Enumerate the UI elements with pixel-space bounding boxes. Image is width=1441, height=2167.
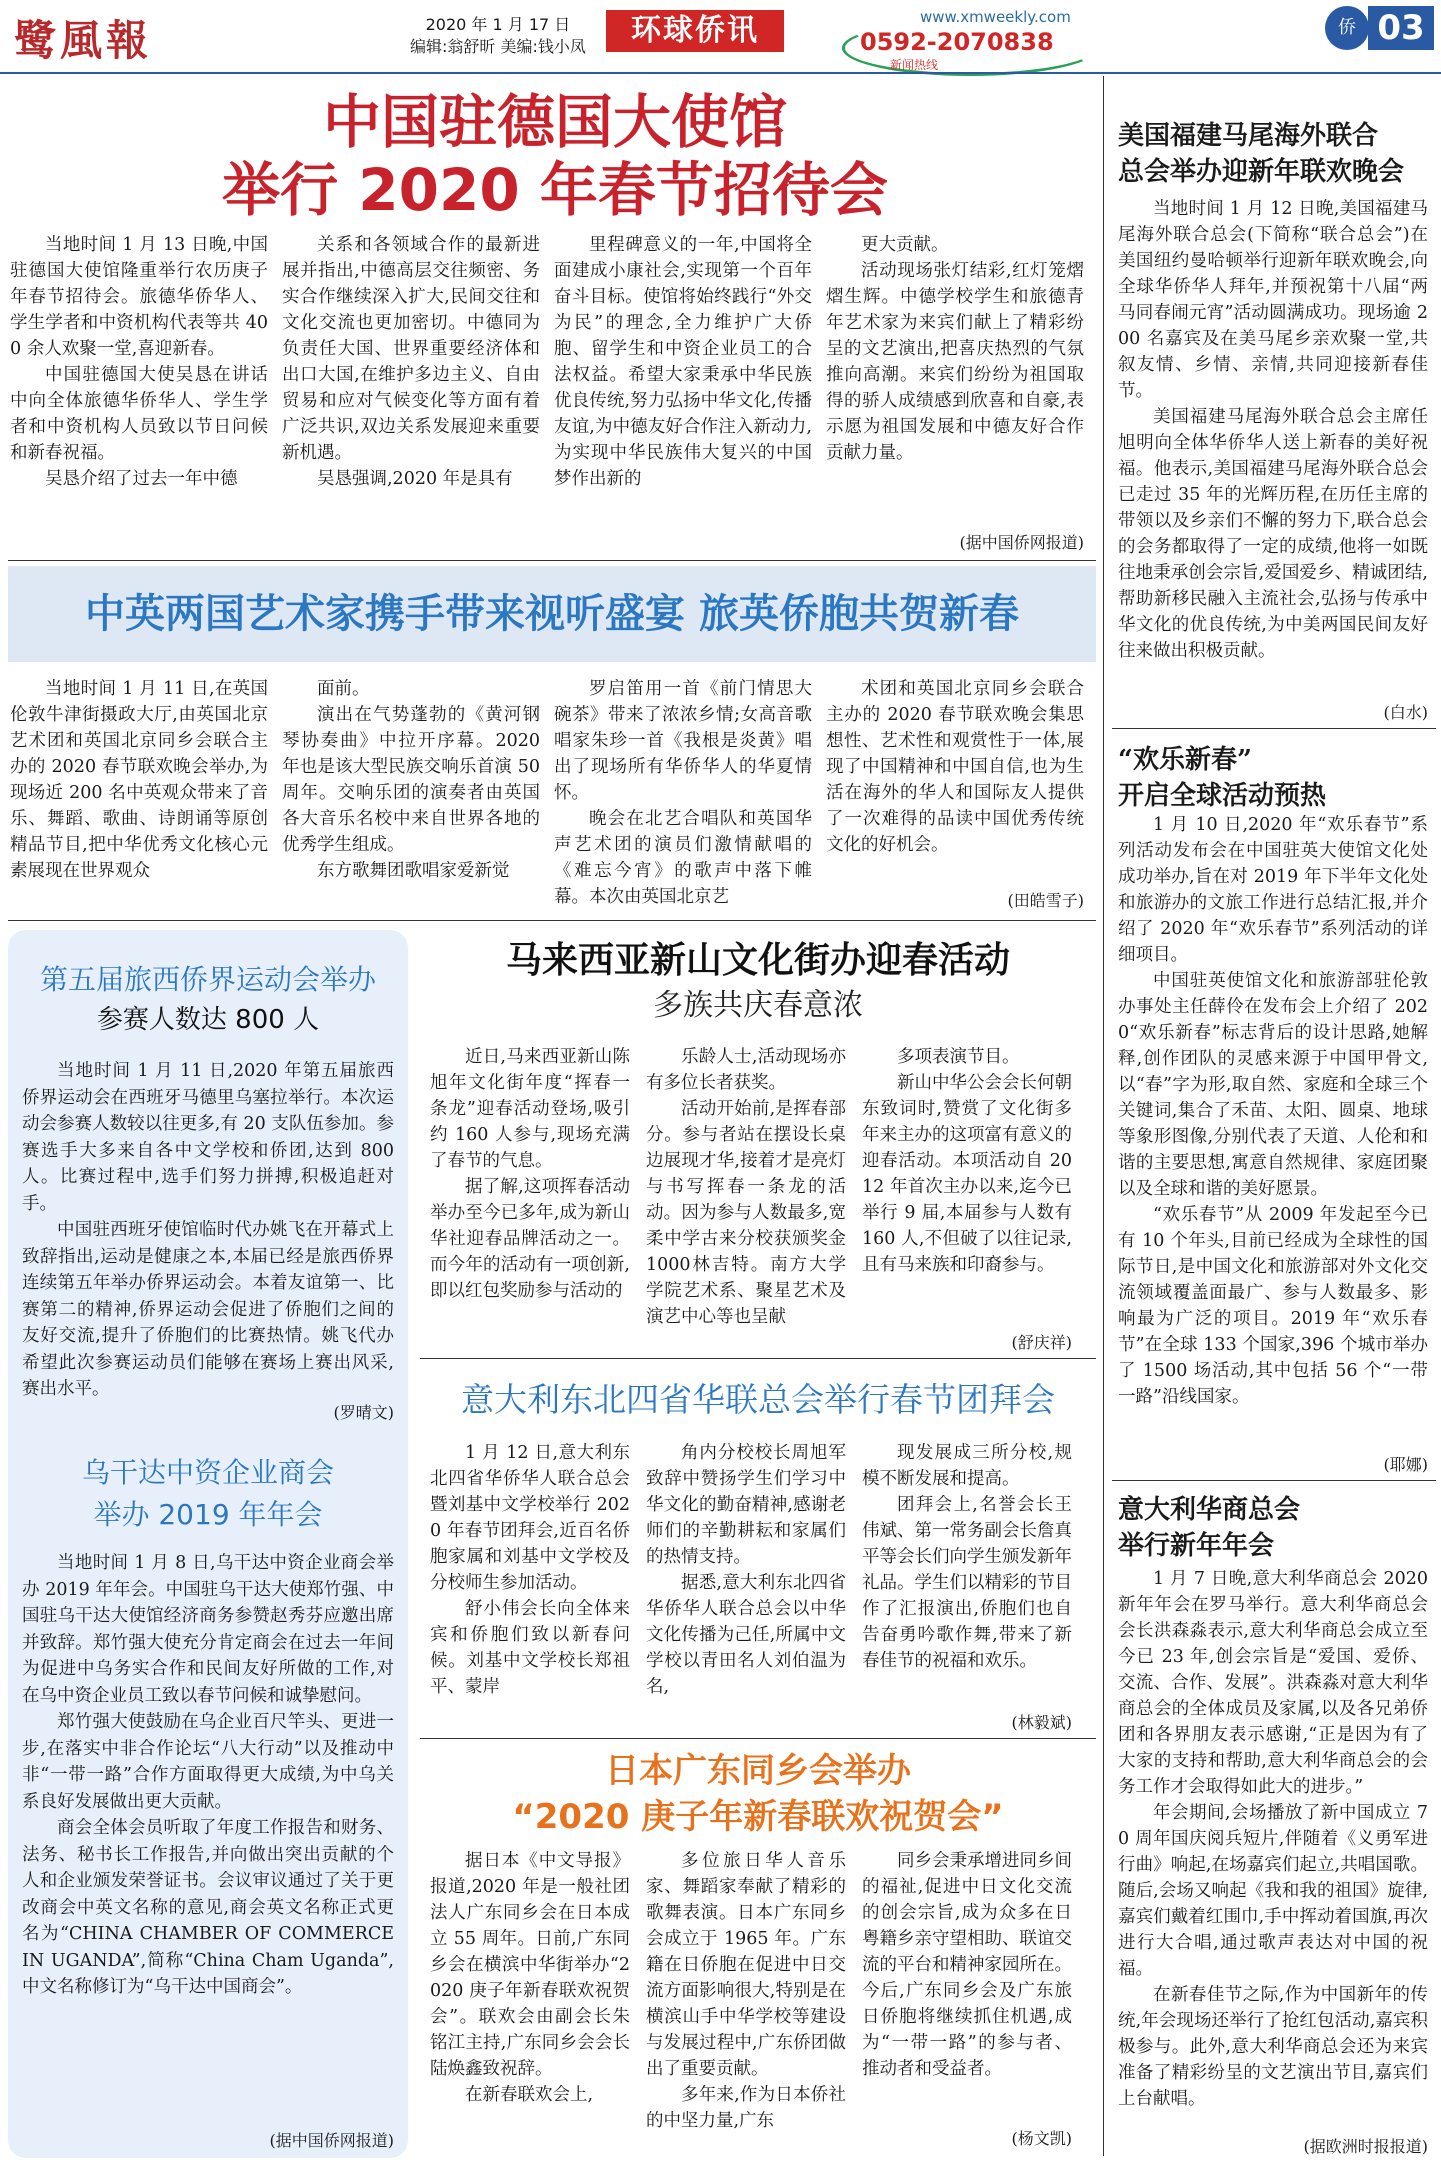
s2-credit: (耶娜) [1383,1455,1428,1474]
paragraph: 多项表演节目。 [897,1047,1020,1067]
s3-credit: (据欧洲时报报道) [1303,2137,1428,2156]
a1-col3 [554,232,812,492]
masthead-logo: 鹭風報 [14,16,153,65]
a2-col4 [826,676,1084,858]
paragraph: 现发展成三所分校,规模不断发展和提高。 [862,1443,1072,1489]
s2-body [1118,812,1428,1410]
a3-title-line1: 第五届旅西侨界运动会举办 [39,963,376,996]
s1-title-line2: 总会举办迎新年联欢晚会 [1118,157,1405,187]
paragraph: 更大贡献。 [861,235,949,255]
a7-col1 [430,1848,630,2108]
editor-credits: 编辑:翁舒昕 美编:钱小凤 [410,37,586,56]
hotline-label: 新闻热线 [890,58,939,72]
a1-title-line1: 中国驻德国大使馆 [322,88,787,156]
a4-body [22,1550,394,2001]
a5-title-line1: 马来西亚新山文化街办迎春活动 [505,939,1010,981]
paragraph: 据了解,这项挥春活动举办至今已多年,成为新山华社迎春品牌活动之一。而今年的活动有一项创新,即以红包奖励参与活动的 [430,1177,630,1301]
paragraph: 郑竹强大使鼓励在乌企业百尺竿头、更进一步,在落实中非合作论坛“八大行动”以及推动中非“一带一路”合作方面取得更大成绩,为中乌关系良好发展做出更大贡献。 [22,1712,394,1812]
a1-col1 [10,232,268,492]
paragraph: 新山中华公会会长何朝东致词时,赞赏了文化街多年来主办的这项富有意义的迎春活动。本项活动自 2012 年首次主办以来,迄今已举行 9 届,本届参与人数有 160 人,不但破了以往记录,且有马来族和印裔参与。 [862,1073,1072,1275]
a6-col1 [430,1440,630,1700]
a3-title-line2: 参赛人数达 800 人 [96,1005,320,1035]
paragraph: 据悉,意大利东北四省华侨华人联合总会以中华文化传播为己任,所属中文学校以青田名人刘伯温为名, [646,1573,846,1697]
paragraph: 1 月 7 日晚,意大利华商总会 2020 新年年会在罗马举行。意大利华商总会会长洪森淼表示,意大利华商总会成立至今已 23 年,创会宗旨是“爱国、爱侨、交流、合作、发展”。洪森淼对意大利华商总会的全体成员及家属,以及各兄弟侨团和各界朋友表示感谢,“正是因为有了大家的支持和帮助,意大利华商总会的会务工作才会取得如此大的进步。” [1118,1569,1428,1797]
site-url: www.xmweekly.com [920,8,1071,26]
a5-credit: (舒庆祥) [1011,1333,1072,1352]
paragraph: 舒小伟会长向全体来宾和侨胞们致以新春问候。刘基中文学校长郑祖平、蒙岸 [430,1599,630,1697]
issue-info [410,14,586,58]
a3-body [22,1058,394,1403]
a7-title [420,1748,1096,1840]
paragraph: 乐龄人士,活动现场亦有多位长者获奖。 [646,1047,846,1093]
a4-credit: (据中国侨网报道) [269,2131,394,2150]
a3-credit: (罗晴文) [333,1403,394,1422]
a4-title [14,1452,402,1536]
a2-title: 中英两国艺术家携手带来视听盛宴 旅英侨胞共贺新春 [85,591,1019,637]
hotline-phone: 0592-2070838 [860,28,1054,56]
a1-title [20,88,1090,224]
s1-credit: (白水) [1383,703,1428,722]
paragraph: 当地时间 1 月 8 日,乌干达中资企业商会举办 2019 年年会。中国驻乌干达大使郑竹强、中国驻乌干达大使馆经济商务参赞赵秀芬应邀出席并致辞。郑竹强大使充分肯定商会在过去一年间为促进中乌务实合作和民间友好所做的工作,对在乌中资企业员工致以春节问候和诚挚慰问。 [22,1553,394,1706]
paragraph: 中国驻西班牙使馆临时代办姚飞在开幕式上致辞指出,运动是健康之本,本届已经是旅西侨界连续第五年举办侨界运动会。本着友谊第一、比赛第二的精神,侨界运动会促进了侨胞们之间的友好交流,提升了侨胞们的比赛热情。姚飞代办希望此次参赛运动员们能够在赛场上赛出风采,赛出水平。 [22,1220,394,1399]
a2-col1 [10,676,268,884]
a2-rule [8,920,1096,921]
a7-title-line1: 日本广东同乡会举办 [605,1751,911,1791]
paragraph: 东方歌舞团歌唱家爱新觉 [317,861,510,881]
a6-title: 意大利东北四省华联总会举行春节团拜会 [461,1380,1055,1419]
a7-title-line2: “2020 庚子年新春联欢祝贺会” [512,1797,1004,1837]
paragraph: 美国福建马尾海外联合总会主席任旭明向全体华侨华人送上新春的美好祝福。他表示,美国福建马尾海外联合总会已走过 35 年的光辉历程,在历任主席的带领以及乡亲们不懈的努力下,联合总会的会务都取得了一定的成绩,他将一如既往地秉承创会宗旨,爱国爱乡、精诚团结,帮助新移民融入主流社会,弘扬与传承中华文化的优良传统,为中美两国民间友好往来做出积极贡献。 [1118,407,1428,661]
issue-date: 2020 年 1 月 17 日 [425,15,571,34]
paragraph: 术团和英国北京同乡会联合主办的 2020 春节联欢晚会集思想性、艺术性和观赏性于一体,展现了中国精神和中国自信,也为生活在海外的华人和国际友人提供了一次难得的品读中国优秀传统文化的好机会。 [826,679,1084,855]
paragraph: 多年来,作为日本侨社的中坚力量,广东 [646,2085,846,2131]
a1-col2 [282,232,540,492]
paragraph: 活动现场张灯结彩,红灯笼熠熠生辉。中德学校学生和旅德青年艺术家为来宾们献上了精彩纷呈的文艺演出,把喜庆热烈的气氛推向高潮。来宾们纷纷为祖国取得的骄人成绩感到欣喜和自豪,表示愿为祖国发展和中德友好合作贡献力量。 [826,261,1084,463]
a6-col2 [646,1440,846,1700]
paragraph: 中国驻英使馆文化和旅游部驻伦敦办事处主任薛伶在发布会上介绍了 2020“欢乐新春”标志背后的设计思路,她解释,创作团队的灵感来源于中国甲骨文,以“春”字为形,取自然、家庭和全球三个关键词,集合了禾苗、太阳、圆桌、地球等象形图像,分别代表了天道、人伦和和谐的主要思想,寓意自然规律、家庭团聚以及全球和谐的美好愿景。 [1118,971,1428,1199]
a5-title-line2: 多族共庆春意浓 [653,988,863,1023]
a5-col3 [862,1044,1072,1278]
paragraph: “欢乐春节”从 2009 年发起至今已有 10 个年头,目前已经成为全球性的国际节日,是中国文化和旅游部对外文化交流领域覆盖面最广、参与人数最多、影响最为广泛的项目。2019 年“欢乐春节”在全球 133 个国家,396 个城市举办了 1500 场活动,其中包括 56 个“一带一路”沿线国家。 [1118,1205,1428,1407]
a3-title [14,960,402,1040]
a1-col4 [826,232,1084,466]
a2-col2 [282,676,540,884]
s1-rule [1112,728,1436,729]
paragraph: 活动开始前,是挥春部分。参与者站在摆设长桌边展现才华,接着才是亮灯与书写挥春一条龙的活动。因为参与人数最多,宽柔中学古来分校获颁奖金1000林吉特。南方大学学院艺术系、聚星艺术及演艺中心等也呈献 [646,1099,846,1327]
paragraph: 商会全体会员听取了年度工作报告和财务、法务、秘书长工作报告,并向做出突出贡献的个人和企业颁发荣誉证书。会议审议通过了关于更改商会中英文名称的意见,商会英文名称正式更名为“CHINA CHAMBER OF COMMERCE IN UGANDA”,简称“China Cham Uganda”,中文名称修订为“乌干达中国商会”。 [22,1818,394,1997]
s2-title-line2: 开启全球活动预热 [1118,781,1327,811]
s3-title-line1: 意大利华商总会 [1118,1495,1301,1525]
paragraph: 当地时间 1 月 11 日,2020 年第五届旅西侨界运动会在西班牙马德里乌塞拉举行。本次运动会参赛人数较以往更多,有 20 支队伍参加。参赛选手大多来自各中文学校和侨团,达到 800 人。比赛过程中,选手们努力拼搏,积极追赶对手。 [22,1061,394,1214]
a2-credit: (田皓雪子) [1007,891,1084,910]
paragraph: 角内分校校长周旭军致辞中赞扬学生们学习中华文化的勤奋精神,感谢老师们的辛勤耕耘和家属们的热情支持。 [646,1443,846,1567]
section-banner: 环球侨讯 [606,10,784,52]
paragraph: 1 月 12 日,意大利东北四省华侨华人联合总会暨刘基中文学校举行 2020 年春节团拜会,近百名侨胞家属和刘基中文学校及分校师生参加活动。 [430,1443,630,1593]
a7-col2 [646,1848,846,2134]
a7-credit: (杨文凯) [1011,2129,1072,2148]
a1-rule [8,560,1096,561]
a6-col3 [862,1440,1072,1674]
paragraph: 晚会在北艺合唱队和英国华声艺术团的演员们激情献唱的《难忘今宵》的歌声中落下帷幕。本次由英国北京艺 [554,809,812,907]
page-number: 03 [1368,6,1434,50]
s2-title [1118,742,1428,814]
paragraph: 关系和各领域合作的最新进展并指出,中德高层交往频密、务实合作继续深入扩大,民间交往和文化交流也更加密切。中德同为负责任大国、世界重要经济体和出口大国,在维护多边主义、自由贸易和应对气候变化等方面有着广泛共识,双边关系发展迎来重要新机遇。 [282,235,540,463]
paragraph: 吴恳介绍了过去一年中德 [45,469,238,489]
column-divider [1103,76,1104,2156]
a5-col2 [646,1044,846,1330]
s3-body [1118,1566,1428,2112]
a1-title-line2: 举行 2020 年春节招待会 [222,156,888,224]
paragraph: 演出在气势蓬勃的《黄河钢琴协奏曲》中拉开序幕。2020 年也是该大型民族交响乐首演 50 周年。交响乐团的演奏者由英国各大音乐名校中来自世界各地的优秀学生组成。 [282,705,540,855]
paragraph: 年会期间,会场播放了新中国成立 70 周年国庆阅兵短片,伴随着《义勇军进行曲》响起,在场嘉宾们起立,共唱国歌。随后,会场又响起《我和我的祖国》旋律,嘉宾们戴着红围巾,手中挥动着国旗,再次进行大合唱,通过歌声表达对中国的祝福。 [1118,1803,1428,1979]
s2-rule [1112,1480,1436,1481]
s3-title [1118,1492,1428,1564]
a5-col1 [430,1044,630,1304]
a6-rule [420,1738,1096,1739]
paragraph: 罗启笛用一首《前门情思大碗茶》带来了浓浓乡情;女高音歌唱家朱珍一首《我根是炎黄》唱出了现场所有华侨华人的华夏情怀。 [554,679,812,803]
s3-title-line2: 举行新年年会 [1118,1531,1275,1561]
paragraph: 据日本《中文导报》报道,2020 年是一般社团法人广东同乡会在日本成立 55 周年。日前,广东同乡会在横滨中华街举办“2020 庚子年新春联欢祝贺会”。联欢会由副会长朱铭江主持,广东同乡会会长陆焕鑫致祝辞。 [430,1851,630,2079]
paragraph: 1 月 10 日,2020 年“欢乐春节”系列活动发布会在中国驻英大使馆文化处成功举办,旨在对 2019 年下半年文化处和旅游办的文旅工作进行总结汇报,并介绍了 2020 年“欢乐春节”系列活动的详细项目。 [1118,815,1428,965]
s1-title-line1: 美国福建马尾海外联合 [1118,121,1379,151]
paragraph: 面前。 [317,679,370,699]
paragraph: 里程碑意义的一年,中国将全面建成小康社会,实现第一个百年奋斗目标。使馆将始终践行“外交为民”的理念,全力维护广大侨胞、留学生和中资企业员工的合法权益。希望大家秉承中华民族优良传统,努力弘扬中华文化,传播友谊,为中德友好合作注入新动力,为实现中华民族伟大复兴的中国梦作出新的 [554,235,812,489]
a1-credit: (据中国侨网报道) [959,533,1084,552]
paragraph: 多位旅日华人音乐家、舞蹈家奉献了精彩的歌舞表演。日本广东同乡会成立于 1965 年。广东籍在日侨胞在促进中日交流方面影响很大,特别是在横滨山手中华学校等建设与发展过程中,广东侨团做出了重要贡献。 [646,1851,846,2079]
paragraph: 当地时间 1 月 11 日,在英国伦敦牛津街摄政大厅,由英国北京艺术团和英国北京同乡会联合主办的 2020 春节联欢晚会举办,为现场近 200 名中英观众带来了音乐、舞蹈、歌曲、诗朗诵等原创精品节目,把中华优秀文化核心元素展现在世界观众 [10,679,268,881]
paragraph: 吴恳强调,2020 年是具有 [317,469,513,489]
header-rule [0,72,1441,74]
paragraph: 同乡会秉承增进同乡间的福祉,促进中日文化交流的创会宗旨,成为众多在日粤籍乡亲守望相助、联谊交流的平台和精神家园所在。今后,广东同乡会及广东旅日侨胞将继续抓住机遇,成为“一带一路”的参与者、推动者和受益者。 [862,1851,1072,2079]
s1-body [1118,196,1428,664]
a2-col3 [554,676,812,910]
a7-col3 [862,1848,1072,2082]
paragraph: 中国驻德国大使吴恳在讲话中向全体旅德华侨华人、学生学者和中资机构人员致以节日问候和新春祝福。 [10,365,268,463]
a6-credit: (林毅斌) [1011,1713,1072,1732]
page-tag-icon: 侨 [1325,6,1369,50]
paragraph: 当地时间 1 月 13 日晚,中国驻德国大使馆隆重举行农历庚子年春节招待会。旅德华侨华人、学生学者和中资机构代表等共 400 余人欢聚一堂,喜迎新春。 [10,235,268,359]
paragraph: 当地时间 1 月 12 日晚,美国福建马尾海外联合总会(下简称“联合总会”)在美国纽约曼哈顿举行迎新年联欢晚会,向全球华侨华人拜年,并预祝第十八届“两马同春闹元宵”活动圆满成功。现场逾 200 名嘉宾及在美马尾乡亲欢聚一堂,共叙友情、乡情、亲情,共同迎接新春佳节。 [1118,199,1428,401]
paragraph: 在新春佳节之际,作为中国新年的传统,年会现场还举行了抢红包活动,嘉宾积极参与。此外,意大利华商总会还为来宾准备了精彩纷呈的文艺演出节目,嘉宾们上台献唱。 [1118,1985,1428,2109]
paragraph: 近日,马来西亚新山陈旭年文化街年度“挥春一条龙”迎春活动登场,吸引约 160 人参与,现场充满了春节的气息。 [430,1047,630,1171]
s1-title [1118,118,1428,190]
paragraph: 在新春联欢会上, [465,2085,594,2105]
s2-title-line1: “欢乐新春” [1118,745,1252,775]
a4-title-line2: 举办 2019 年年会 [93,1498,323,1531]
a4-title-line1: 乌干达中资企业商会 [81,1456,334,1489]
paragraph: 团拜会上,名誉会长王伟斌、第一常务副会长詹真平等会长们向学生颁发新年礼品。学生们以精彩的节目作了汇报演出,侨胞们也自告奋勇吟歌作舞,带来了新春佳节的祝福和欢乐。 [862,1495,1072,1671]
a5-rule [420,1358,1096,1359]
